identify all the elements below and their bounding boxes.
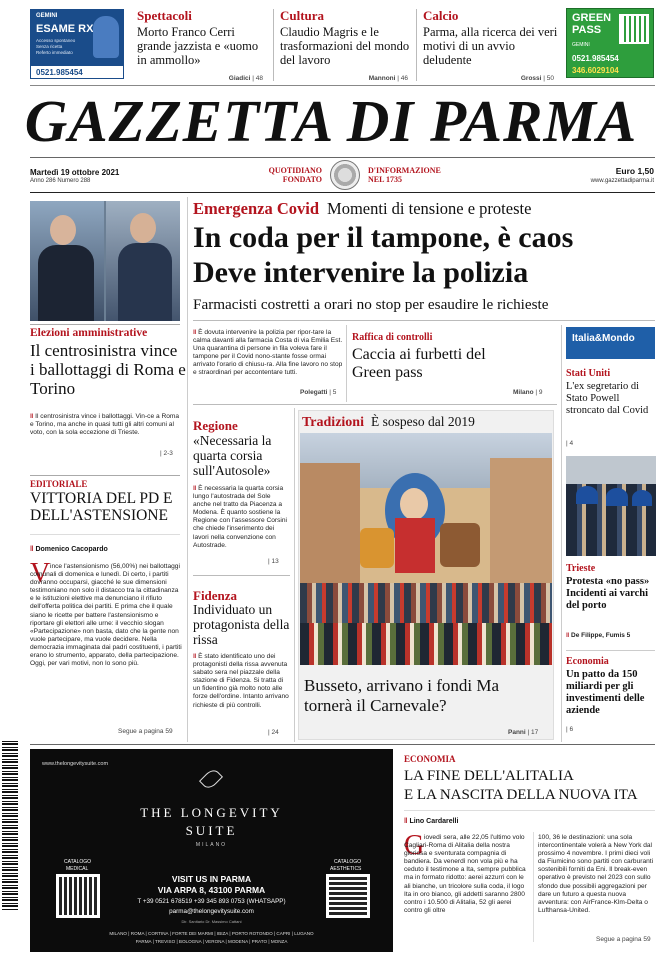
elezioni-body: ‖ Il centrosinistra vince i ballottaggi. Vin-ce a Roma e Torino, ma anche in quasi tutti gli altri comuni al voto, con la sola eccezione di Trieste. bbox=[30, 413, 180, 437]
alitalia-col2: 100, 36 le destinazioni: una sola intercontinentale volerà a New York dal prossimo 4 novembre. I primi dieci voli da Fiumicino sono partiti con carburanti sostenibili forniti da Eni. Il break-even operativo è previsto nel 2023 con sullo sfondo due possibili aggregazioni per dare un futuro a questa nuova avventura: con AirFrance-Klm-Delta o Lufthansa-United. bbox=[538, 834, 654, 914]
longevity-city: MILANO bbox=[195, 842, 228, 848]
ad-green-pass-phone2: 346.6029104 bbox=[572, 66, 619, 75]
greenpass-ref: Milano bbox=[513, 389, 534, 396]
alitalia-dropcap: G bbox=[404, 830, 425, 861]
greenpass-kicker: Raffica di controlli bbox=[352, 332, 433, 343]
teaser-calcio[interactable] bbox=[423, 8, 558, 82]
ad-esame-rx-line2: Senza ricetta bbox=[36, 44, 63, 49]
ad-esame-rx-line3: Referto immediato bbox=[36, 50, 73, 55]
elezioni-photo bbox=[30, 201, 180, 321]
elezioni-kicker: Elezioni amministrative bbox=[30, 327, 148, 339]
lead-body: ‖ È dovuta intervenire la polizia per ripor-tare la calma davanti alla farmacia Costa di via Emilia Est. Una quarantina di persone in fila voleva fare il tampone per il Covid nono-stante fosse ormai arrivato l'orario di chiusu-ra. Alla fine lavoro no stop e straordinari per accontentare tutti. bbox=[193, 329, 343, 377]
teaser-headline: Claudio Magris e le trasformazioni del mondo del lavoro bbox=[280, 25, 410, 67]
teaser-page: | 50 bbox=[543, 75, 554, 82]
longevity-cities-1: MILANO | ROMA | CORTINA | FORTE DEI MARMI | IBIZA | PORTO ROTONDO | CAPRI | LUGANO bbox=[109, 931, 314, 936]
qr-aesthetics-icon[interactable] bbox=[326, 874, 370, 918]
lead-kicker-sub: Momenti di tensione e proteste bbox=[327, 199, 532, 218]
stati-uniti-headline[interactable]: L'ex segretario di Stato Powell stroncato dal Covid bbox=[566, 381, 649, 416]
stati-uniti-kicker: Stati Uniti bbox=[566, 368, 611, 379]
lead-kicker-line bbox=[193, 199, 531, 219]
trieste-headline[interactable]: Protesta «no pass» Incidenti ai varchi del porto bbox=[566, 576, 650, 611]
greenpass-page: | 9 bbox=[535, 389, 543, 396]
masthead-tagline-right2: NEL 1735 bbox=[368, 175, 403, 184]
editoriale-body: ince l'astensionismo (56,00%) nei ballottaggi comunali di domenica e lunedì. Di certo, i partiti dovranno occuparsi, giacché le sue dimensioni testimoniano non solo il distacco tra la cittadinanza e le istituzioni elettive ma denunciano il rifiuto dell'offerta politica dei partiti. E prima che il quale siano le ricette per battere l'astensionismo e riportare gli elettori alle urne: il vecchio slogan «Partecipazione» non basta, dato che la gente non vuole partecipare, ma vuole decidere. Nella democrazia immaginata dai padri costituenti, i partiti erano lo strumento, apparato, della partecipazione. Oggi, per vari motivi, non lo sono più. bbox=[30, 563, 182, 668]
alitalia-author-name: Lino Cardarelli bbox=[409, 818, 459, 825]
alitalia-kicker: ECONOMIA bbox=[404, 754, 456, 764]
ad-esame-rx-phone: 0521.985454 bbox=[36, 68, 83, 77]
carnevale-photo bbox=[300, 433, 552, 665]
lead-ref: Polegatti bbox=[300, 389, 328, 396]
fidenza-body-text: È stato identificato uno dei protagonisti della rissa avvenuta sabato sera nel piazzale della stazione di Fidenza. Si tratta di un fidentino già molto noto alle forze dell'ordine. Intanto arrivano richieste di più controlli. bbox=[193, 653, 289, 709]
teaser-ref: Grossi bbox=[520, 75, 542, 82]
longevity-brand-1: THE LONGEVITY bbox=[140, 805, 283, 820]
teaser-ref: Giadici bbox=[228, 75, 251, 82]
longevity-phones[interactable]: T +39 0521 678519 +39 345 893 0753 (WHATSAPP) bbox=[137, 898, 286, 905]
city-crest-icon bbox=[330, 160, 360, 190]
ad-esame-rx-brand: GEMINI bbox=[36, 13, 58, 19]
economia-page: | 6 bbox=[566, 726, 574, 733]
italia-mondo-label: Italia&Mondo bbox=[566, 327, 655, 359]
teaser-kicker: Spettacoli bbox=[137, 8, 192, 23]
tradizioni-ref: Panni bbox=[508, 729, 526, 736]
economia-kicker: Economia bbox=[566, 656, 609, 667]
teaser-page: | 46 bbox=[397, 75, 408, 82]
teaser-cultura[interactable] bbox=[280, 8, 412, 82]
ad-green-pass-title2: PASS bbox=[572, 24, 602, 36]
masthead-tagline-right1: D'INFORMAZIONE bbox=[368, 166, 441, 175]
editoriale-author: ‖ Domenico Cacopardo bbox=[30, 546, 108, 553]
regione-page: | 13 bbox=[268, 558, 279, 565]
ad-green-pass-title: GREEN bbox=[572, 12, 612, 24]
fidenza-body: ‖ È stato identificato uno dei protagonisti della rissa avvenuta sabato sera nel piazzale della stazione di Fidenza. Si tratta di un fidentino già molto noto alle forze dell'ordine. Intanto arrivano richieste di più controlli. bbox=[193, 653, 289, 709]
qr-icon bbox=[619, 14, 649, 44]
alitalia-continue[interactable]: Segue a pagina 59 bbox=[596, 936, 651, 943]
longevity-cat-left-2: MEDICAL bbox=[66, 866, 89, 872]
longevity-cat-right-1: CATALOGO bbox=[334, 859, 362, 865]
lead-body-text: È dovuta intervenire la polizia per ripor-tare la calma davanti alla farmacia Costa di via Emilia Est. Una quarantina di persone in fila voleva fare il tampone per il Covid nono-stante fosse ormai arrivato l'orario di chiusu-ra. Alla fine lavoro no stop e straordinari per accontentare tutti. bbox=[193, 329, 343, 377]
leaf-logo-icon bbox=[199, 767, 223, 791]
regione-body-text: È necessaria la quarta corsia lungo l'autostrada del Sole anche nel tratto da Piacenza a Modena. È quanto sostiene la Regione con l'assessore Corsini che chiede l'inserimento dei lavori nella convenzione con Autostrade. bbox=[193, 485, 287, 549]
editoriale-headline[interactable]: VITTORIA DEL PD E DELL'ASTENSIONE bbox=[30, 490, 173, 524]
tradizioni-kicker-line bbox=[302, 413, 475, 431]
longevity-cat-left-1: CATALOGO bbox=[64, 859, 92, 865]
ad-green-pass-brand: GEMINI bbox=[572, 42, 590, 48]
masthead-site[interactable]: www.gazzettadiparma.it bbox=[590, 178, 654, 184]
alitalia-headline-1[interactable]: LA FINE DELL'ALITALIA bbox=[404, 768, 574, 784]
longevity-ad[interactable] bbox=[30, 749, 393, 952]
tradizioni-kicker-sub: È sospeso dal 2019 bbox=[370, 414, 475, 429]
ad-green-pass[interactable] bbox=[566, 8, 654, 78]
elezioni-page: | 2-3 bbox=[160, 450, 173, 457]
longevity-address: VIA ARPA 8, 43100 PARMA bbox=[157, 885, 266, 895]
teaser-kicker: Calcio bbox=[423, 8, 459, 23]
tradizioni-kicker: Tradizioni bbox=[302, 415, 364, 430]
teaser-page: | 48 bbox=[252, 75, 263, 82]
longevity-email[interactable]: parma@thelongevitysuite.com bbox=[169, 908, 254, 915]
teaser-kicker: Cultura bbox=[280, 8, 325, 23]
masthead-date: Martedì 19 ottobre 2021 bbox=[30, 168, 120, 177]
longevity-director: Dir. Sanitario Dr. Massimo Cattani bbox=[181, 919, 242, 924]
regione-headline[interactable]: «Necessaria la quarta corsia sull'Autosole» bbox=[193, 433, 272, 478]
fidenza-page: | 24 bbox=[268, 729, 279, 736]
trieste-kicker: Trieste bbox=[566, 563, 596, 574]
xray-icon bbox=[93, 16, 119, 58]
barcode-icon bbox=[2, 740, 18, 910]
longevity-cat-right-2: AESTHETICS bbox=[330, 866, 362, 872]
regione-body: ‖ È necessaria la quarta corsia lungo l'autostrada del Sole anche nel tratto da Piacenza a Modena. È quanto sostiene la Regione con l'assessore Corsini che chiede l'inserimento dei lavori nella convenzione con Autostrade. bbox=[193, 485, 287, 549]
fidenza-headline[interactable]: Individuato un protagonista della rissa bbox=[193, 602, 290, 647]
trieste-ref-line: ‖ De Filippe, Fumis 5 bbox=[566, 632, 631, 639]
lead-page: | 5 bbox=[329, 389, 337, 396]
masthead-issue: Anno 286 Numero 288 bbox=[30, 178, 91, 184]
fidenza-kicker: Fidenza bbox=[193, 588, 238, 603]
greenpass-headline[interactable]: Caccia ai furbetti del Green pass bbox=[352, 346, 486, 381]
lead-headline-2[interactable]: Deve intervenire la polizia bbox=[193, 256, 529, 289]
masthead-title[interactable]: GAZZETTA DI PARMA bbox=[24, 88, 638, 154]
editoriale-author-name: Domenico Cacopardo bbox=[35, 546, 108, 553]
lead-headline-1[interactable]: In coda per il tampone, è caos bbox=[193, 221, 574, 254]
alitalia-author: ‖ Lino Cardarelli bbox=[404, 818, 459, 825]
longevity-brand-2: SUITE bbox=[185, 823, 238, 838]
trieste-ref: De Filippe, Fumis bbox=[571, 632, 625, 639]
longevity-url: www.thelongevitysuite.com bbox=[42, 761, 109, 767]
ad-esame-rx-title: ESAME RX bbox=[36, 23, 94, 35]
trieste-page: 5 bbox=[626, 632, 631, 639]
teaser-headline: Parma, alla ricerca dei veri motivi di un avvio deludente bbox=[423, 25, 558, 67]
alitalia-col1: iovedì sera, alle 22,05 l'ultimo volo Cagliari-Roma di Alitalia della nostra gloriosa e sventurata compagnia di bandiera. Da venerdì non vola più e ha ceduto il testimone a Ita, sempre pubblica ma in formato ridotto: aerei azzurri con le ali bianche, un tricolore sulla coda, il logo Ita in oro bianco, gli addetti saranno 2800 contro i 10.500 di Alitalia, 52 gli aerei contro gli oltre bbox=[404, 834, 526, 914]
elezioni-body-text: Il centrosinistra vince i ballottaggi. Vin-ce a Roma e Torino, ma anche in quasi tutti gli altri comuni al voto, con la sola eccezione di Trieste. bbox=[30, 413, 180, 437]
ad-esame-rx-line1: Accesso spontaneo bbox=[36, 38, 76, 43]
lead-subhead: Farmacisti costretti a orari no stop per esaudire le richieste bbox=[193, 296, 549, 313]
masthead-tagline-left2: FONDATO bbox=[282, 175, 322, 184]
alitalia-headline-2[interactable]: E LA NASCITA DELLA NUOVA ITA bbox=[404, 787, 638, 803]
longevity-cities-2: PARMA | TREVISO | BOLOGNA | VERONA | MODENA | PRATO | MONZA bbox=[135, 939, 288, 944]
elezioni-headline[interactable]: Il centrosinistra vince i ballottaggi di Roma e Torino bbox=[30, 341, 186, 398]
masthead-tagline-left1: QUOTIDIANO bbox=[268, 166, 322, 175]
editoriale-kicker: EDITORIALE bbox=[30, 479, 88, 489]
tradizioni-headline[interactable]: Busseto, arrivano i fondi Ma tornerà il Carnevale? bbox=[304, 676, 499, 715]
lead-kicker: Emergenza Covid bbox=[193, 199, 320, 218]
teaser-headline: Morto Franco Cerri grande jazzista e «uomo in ammollo» bbox=[137, 25, 259, 67]
stati-uniti-page: | 4 bbox=[566, 440, 574, 447]
teaser-spettacoli[interactable] bbox=[137, 8, 267, 82]
tradizioni-page: | 17 bbox=[527, 729, 539, 736]
editoriale-dropcap: V bbox=[30, 558, 51, 589]
economia-headline[interactable]: Un patto da 150 miliardi per gli investimenti delle aziende bbox=[566, 669, 645, 716]
masthead-price: Euro 1,50 bbox=[615, 166, 654, 176]
ad-green-pass-phone1: 0521.985454 bbox=[572, 54, 619, 63]
ad-esame-rx[interactable] bbox=[30, 9, 124, 79]
teaser-ref: Mannoni bbox=[368, 75, 396, 82]
editoriale-continue[interactable]: Segue a pagina 59 bbox=[118, 728, 173, 735]
trieste-photo bbox=[566, 456, 656, 556]
regione-kicker: Regione bbox=[193, 418, 238, 433]
longevity-visit: VISIT US IN PARMA bbox=[171, 874, 252, 884]
